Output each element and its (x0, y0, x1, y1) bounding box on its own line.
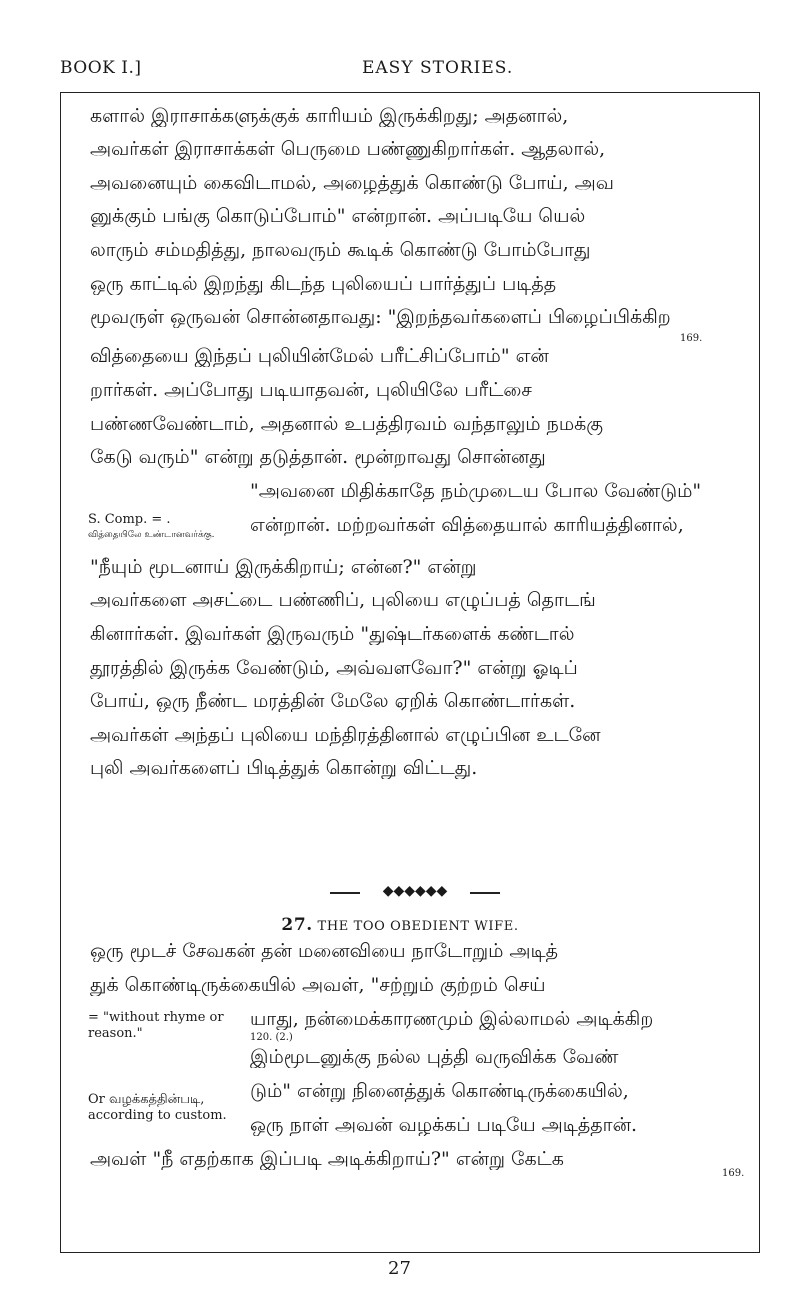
margin-note-text: வித்தையிலே உண்டானவர்க்கு. (88, 530, 215, 540)
margin-note-rhyme: = "without rhyme or reason." (88, 1010, 224, 1041)
text-line: ஒரு மூடச் சேவகன் தன் மனைவியை நாடோறும் அடித் (90, 940, 559, 962)
margin-note-label: S. Comp. = . (88, 512, 171, 527)
text-line: அவர்களை அசட்டை பண்ணிப், புலியை எழுப்பத் தொடங் (90, 589, 596, 611)
text-line: அவர்கள் அந்தப் புலியை மந்திரத்தினால் எழுப்பின உடனே (90, 724, 601, 746)
text-line: டும்" என்று நினைத்துக் கொண்டிருக்கையில், (250, 1080, 629, 1102)
text-line: போய், ஒரு நீண்ட மரத்தின் மேலே ஏறிக் கொண்டார்கள். (90, 690, 576, 712)
text-line: கேடு வரும்" என்று தடுத்தான். மூன்றாவது சொன்னது (90, 446, 546, 468)
text-line: னுக்கும் பங்கு கொடுப்போம்" என்றான். அப்படியே யெல் (90, 205, 586, 227)
text-line: மூவருள் ஒருவன் சொன்னதாவது: "இறந்தவர்களைப் பிழைப்பிக்கிற (90, 306, 671, 328)
section-title-text: THE TOO OBEDIENT WIFE. (317, 919, 519, 934)
page-marker: 169. (680, 333, 703, 344)
header-title: EASY STORIES. (362, 58, 514, 78)
text-line: அவர்கள் இராசாக்கள் பெருமை பண்ணுகிறார்கள். ஆதலால், (90, 138, 606, 160)
text-line: ஒரு நாள் அவன் வழக்கப் படியே அடித்தான். (250, 1114, 638, 1136)
book-label: BOOK I.] (60, 58, 142, 78)
text-line: வித்தையை இந்தப் புலியின்மேல் பரீட்சிப்போம்" என் (90, 345, 549, 367)
page-marker: 169. (722, 1168, 745, 1179)
margin-note-custom: Or வழக்கத்தின்படி, according to custom. (88, 1092, 227, 1123)
running-header (60, 58, 760, 88)
section-ornament: ◆◆◆◆◆◆ (382, 883, 448, 899)
text-line: "அவனை மிதிக்காதே நம்முடைய போல வேண்டும்" (250, 480, 702, 502)
text-line: அவனையும் கைவிடாமல், அழைத்துக் கொண்டு போய், அவ (90, 172, 614, 194)
text-line: என்றான். மற்றவர்கள் வித்தையால் காரியத்தினால், (250, 514, 684, 536)
section-number: 27. (281, 915, 313, 935)
page-number: 27 (388, 1258, 411, 1279)
text-line: இம்மூடனுக்கு நல்ல புத்தி வருவிக்க வேண் (250, 1046, 619, 1068)
text-line: யாது, நன்மைக்காரணமும் இல்லாமல் அடிக்கிற (250, 1008, 654, 1030)
text-line: களால் இராசாக்களுக்குக் காரியம் இருக்கிறது; அதனால், (90, 105, 569, 127)
text-line: பண்ணவேண்டாம், அதனால் உபத்திரவம் வந்தாலும் நமக்கு (90, 413, 604, 435)
text-line: அவள் "நீ எதற்காக இப்படி அடிக்கிறாய்?" என்று கேட்க (90, 1148, 564, 1170)
text-line: றார்கள். அப்போது படியாதவன், புலியிலே பரீட்சை (90, 379, 532, 401)
ornament-rule-right (470, 892, 500, 894)
text-line: புலி அவர்களைப் பிடித்துக் கொன்று விட்டது. (90, 757, 478, 779)
text-line: "நீயும் மூடனாய் இருக்கிறாய்; என்ன?" என்று (90, 556, 477, 578)
text-line: கினார்கள். இவர்கள் இருவரும் "துஷ்டர்களைக் கண்டால் (90, 623, 575, 645)
text-line: லாரும் சம்மதித்து, நாலவரும் கூடிக் கொண்டு போம்போது (90, 239, 591, 261)
text-line: தூரத்தில் இருக்க வேண்டும், அவ்வளவோ?" என்று ஓடிப் (90, 657, 578, 679)
reference-marker: 120. (2.) (250, 1032, 293, 1043)
text-line: துக் கொண்டிருக்கையில் அவள், "சற்றும் குற்றம் செய் (90, 974, 546, 996)
page-frame-bottom (60, 1252, 760, 1253)
section-heading (0, 915, 800, 935)
text-line: ஒரு காட்டில் இறந்து கிடந்த புலியைப் பார்த்துப் படித்த (90, 273, 557, 295)
